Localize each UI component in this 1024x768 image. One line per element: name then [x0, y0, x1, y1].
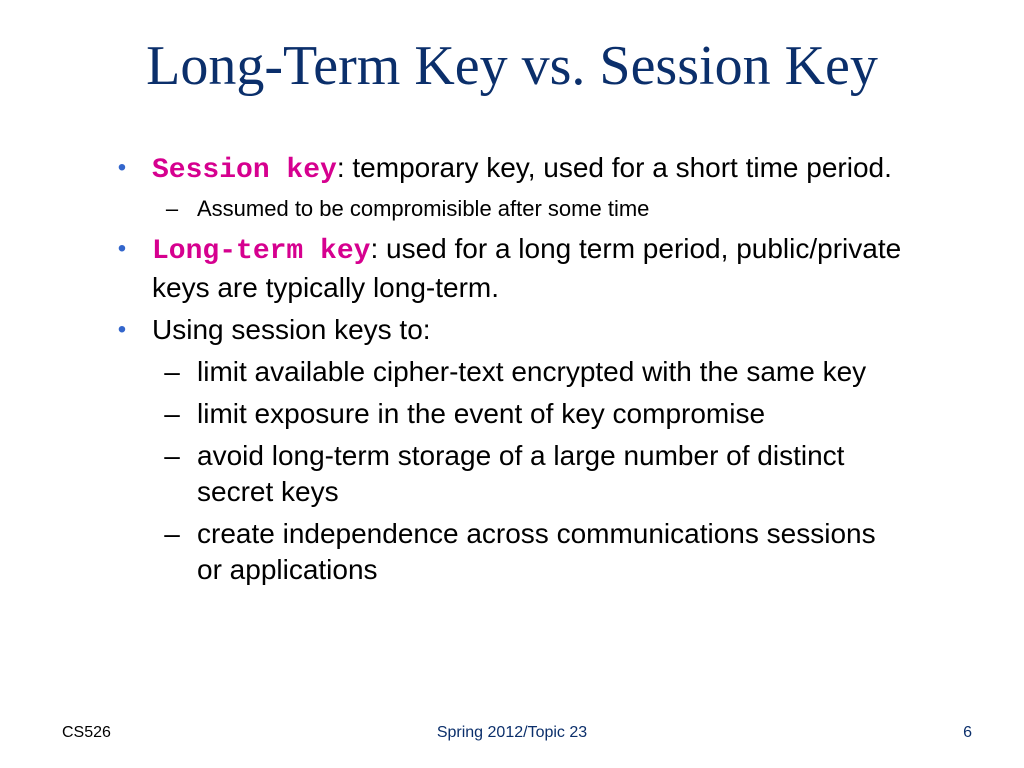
bullet-list — [112, 150, 902, 594]
sub-bullet-avoid-storage — [157, 438, 902, 510]
bullet-text: : used for a long term period, public/private keys are typically long-term. — [152, 233, 902, 303]
bullet-marker: • — [117, 235, 127, 262]
bullet-marker: • — [117, 154, 127, 181]
dash-marker: – — [164, 440, 180, 471]
bullet-session-key — [112, 150, 902, 189]
bullet-using-session-keys — [112, 312, 902, 348]
sub-bullet-compromisible — [157, 195, 902, 223]
footer-topic: Spring 2012/Topic 23 — [436, 724, 588, 741]
page-number: 6 — [963, 724, 972, 741]
sub-bullet-text: Assumed to be compromisible after some time — [197, 196, 650, 221]
sub-bullet-text: create independence across communications sessions or applications — [197, 518, 876, 585]
dash-marker: – — [164, 398, 180, 429]
sub-bullet-text: limit exposure in the event of key compromise — [197, 398, 766, 429]
dash-marker: – — [164, 356, 180, 387]
footer-course: CS526 — [62, 724, 111, 741]
sub-bullet-text: limit available cipher-text encrypted with the same key — [197, 356, 867, 387]
dash-marker: – — [164, 518, 180, 549]
sub-bullet-independence — [157, 516, 902, 588]
bullet-text: Using session keys to: — [152, 314, 431, 345]
bullet-text: : temporary key, used for a short time period. — [336, 152, 892, 183]
bullet-long-term-key — [112, 231, 902, 306]
term-long-term-key: Long-term key — [152, 236, 371, 267]
sub-bullet-limit-exposure — [157, 396, 902, 432]
sub-bullet-text: avoid long-term storage of a large number of distinct secret keys — [197, 440, 845, 507]
bullet-marker: • — [117, 316, 127, 343]
dash-marker: – — [165, 196, 179, 221]
slide-title: Long-Term Key vs. Session Key — [146, 35, 878, 97]
sub-bullet-limit-ciphertext — [157, 354, 902, 390]
term-session-key: Session key — [152, 155, 337, 186]
